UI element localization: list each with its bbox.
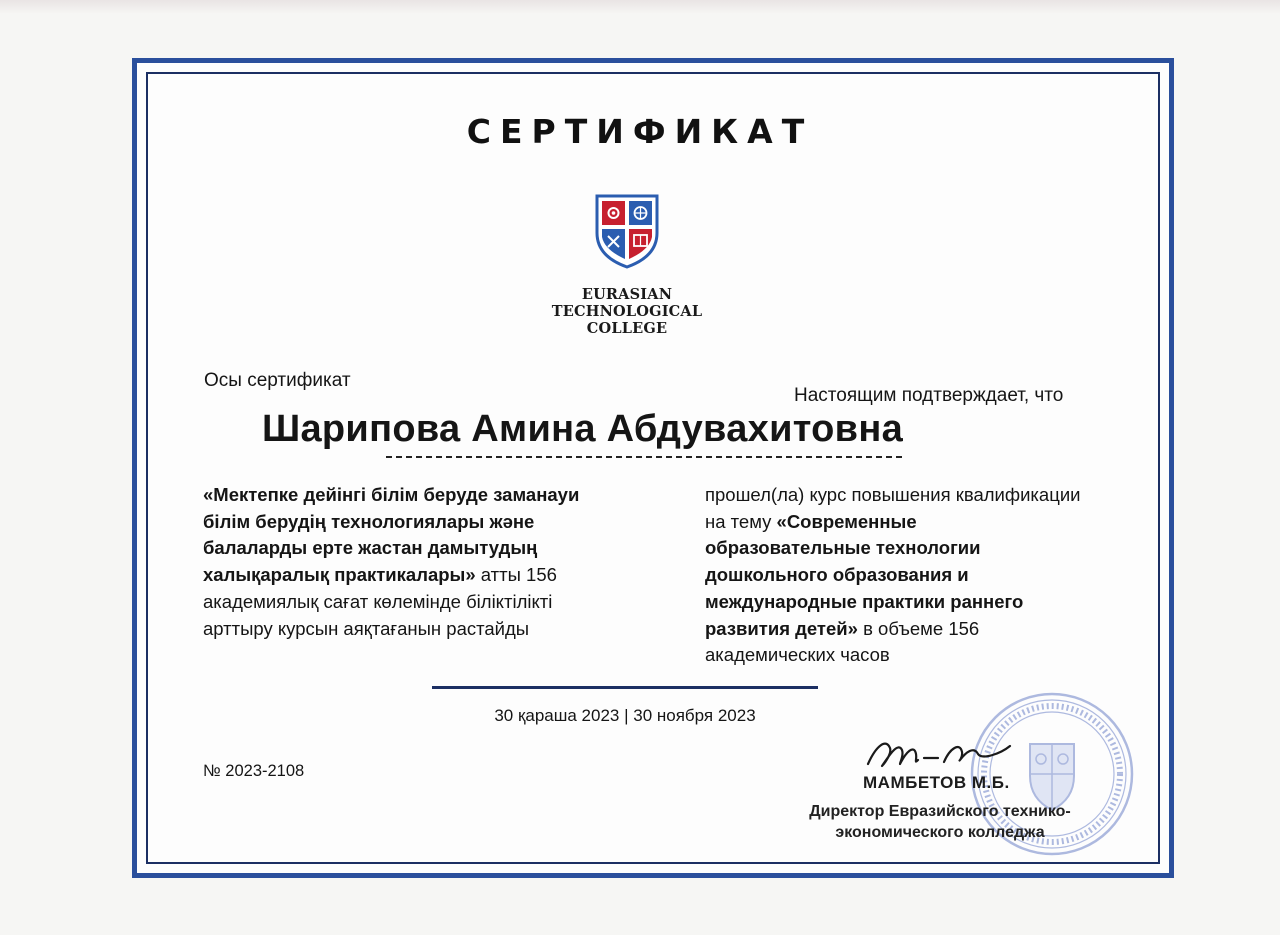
director-title-line1: Директор Евразийского технико- [809,803,1071,820]
ru-course-title: «Современные образовательные технологии дошкольного образования и международные практики раннего развития детей» [705,510,1024,639]
recipient-name: Шарипова Амина Абдувахитовна [262,408,904,450]
paper-background-strip [0,0,1280,14]
kz-course-title: «Мектепке дейінгі білім беруде заманауи білім берудің технологиялары және балаларды ерте жастан дамытудың халықаралық практикалары» [203,484,580,586]
college-name [540,286,714,337]
kz-intro-text: Осы сертификат [204,370,351,391]
shield-emblem-icon [594,193,660,269]
ru-body-rest: в объеме 156 академических часов [705,617,980,666]
certificate-date: 30 қараша 2023 | 30 ноября 2023 [494,706,756,725]
director-title-line2: экономического колледжа [835,824,1045,841]
director-name: МАМБЕТОВ М.Б. [863,773,1010,792]
director-title [795,801,1085,843]
ru-body-text [705,482,1085,669]
kz-body-text [203,482,603,642]
ru-body-lead: прошел(ла) курс повышения квалификации на тему [705,484,1081,532]
kz-body-rest: атты 156 академиялық сағат көлемінде біліктілікті арттыру курсын аяқтағанын растайды [203,564,557,639]
certificate-number: № 2023-2108 [203,762,305,780]
college-name-line2: TECHNOLOGICAL [551,303,703,320]
date-divider [432,686,818,689]
college-name-line1: EURASIAN [581,286,673,303]
certificate-title: СЕРТИФИКАТ [466,112,814,151]
ru-intro-text: Настоящим подтверждает, что [794,385,1064,406]
name-underline [386,456,902,458]
college-name-line3: COLLEGE [586,320,668,337]
